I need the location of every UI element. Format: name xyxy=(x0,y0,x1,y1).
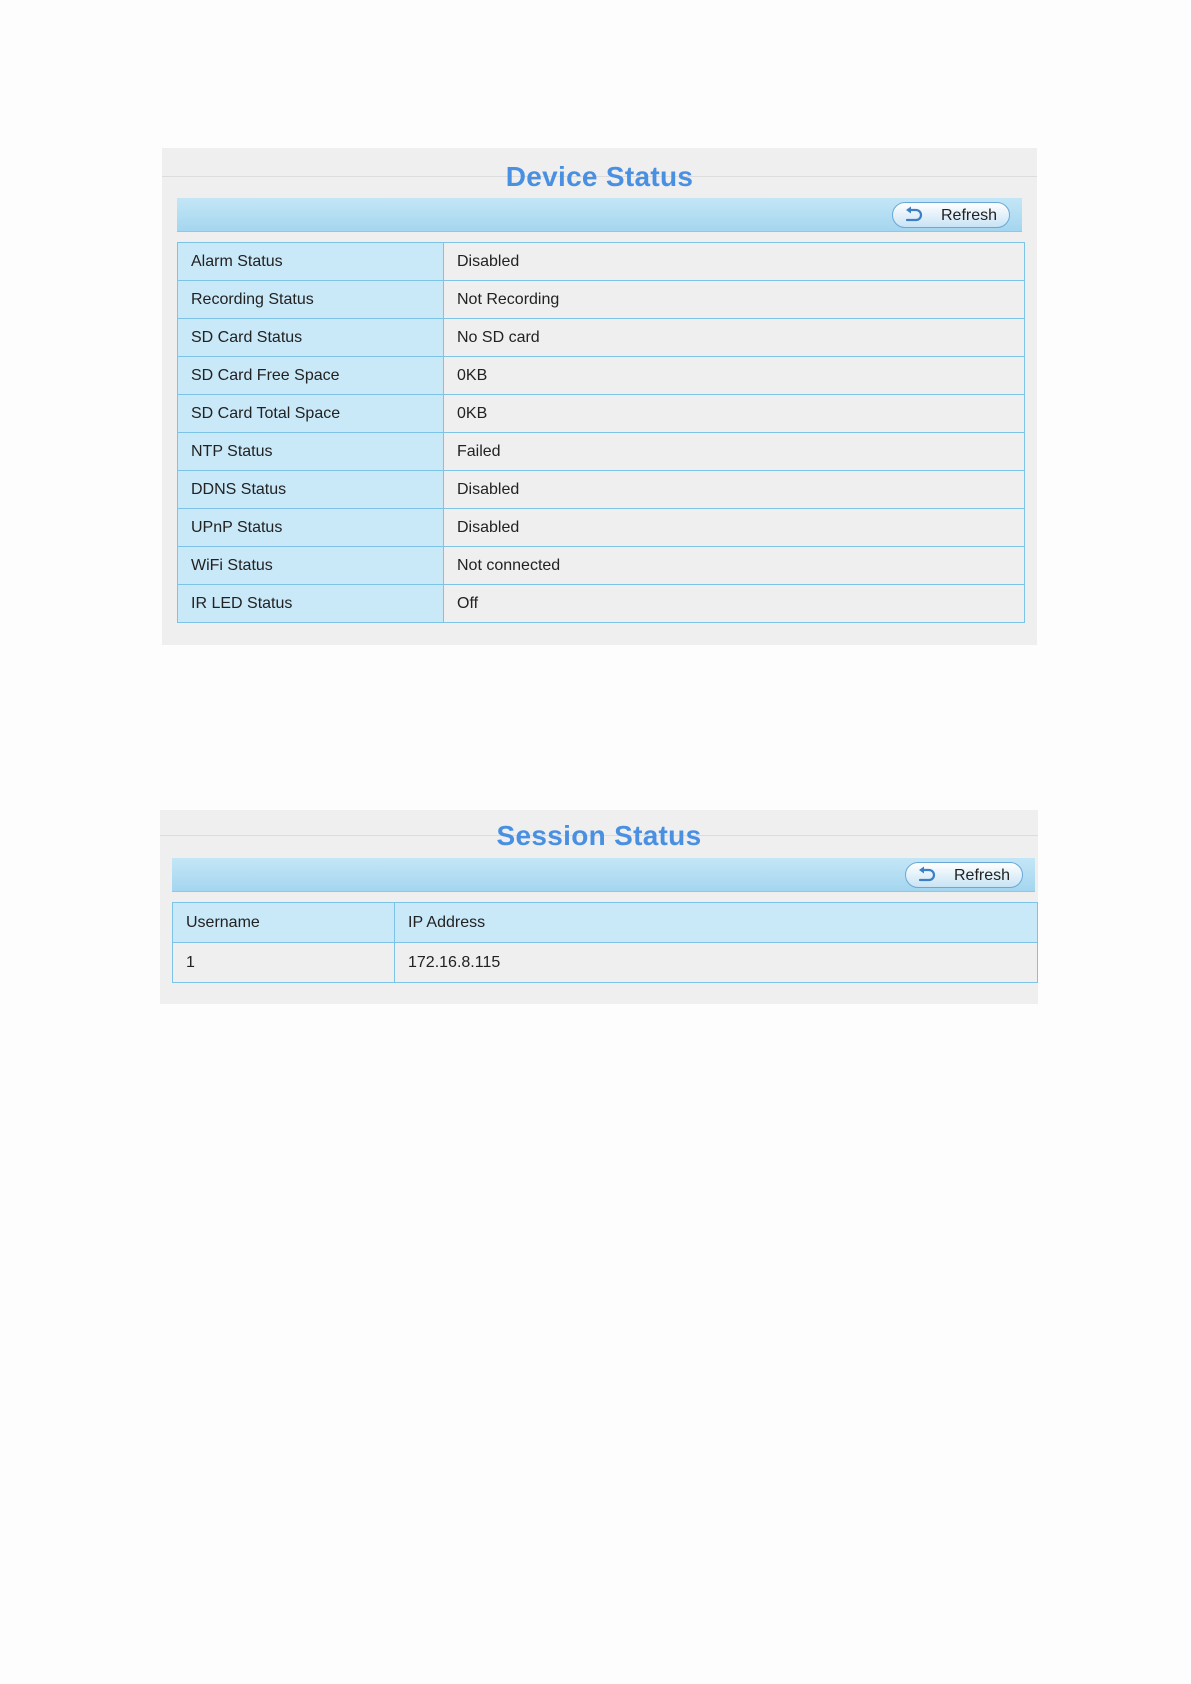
status-row xyxy=(178,395,1025,433)
session-ip-address: 172.16.8.115 xyxy=(395,943,1038,983)
status-row xyxy=(178,357,1025,395)
session-refresh-label: Refresh xyxy=(954,867,1011,884)
status-label: WiFi Status xyxy=(178,547,444,585)
device-status-title: Device Status xyxy=(505,161,694,192)
status-label: Recording Status xyxy=(178,281,444,319)
status-label: NTP Status xyxy=(178,433,444,471)
session-header-row xyxy=(173,903,1038,943)
status-row xyxy=(178,471,1025,509)
column-header-username: Username xyxy=(173,903,395,943)
device-status-panel xyxy=(162,148,1037,645)
status-value: Failed xyxy=(444,433,1025,471)
device-status-table xyxy=(177,242,1025,623)
session-row xyxy=(173,943,1038,983)
session-status-title: Session Status xyxy=(496,820,702,851)
status-row xyxy=(178,433,1025,471)
session-status-panel xyxy=(160,810,1038,1004)
undo-arrow-icon xyxy=(914,866,938,884)
status-value: Disabled xyxy=(444,471,1025,509)
status-value: No SD card xyxy=(444,319,1025,357)
status-label: SD Card Total Space xyxy=(178,395,444,433)
status-row xyxy=(178,319,1025,357)
session-username: 1 xyxy=(173,943,395,983)
session-status-table xyxy=(172,902,1038,983)
status-label: UPnP Status xyxy=(178,509,444,547)
status-value: Not Recording xyxy=(444,281,1025,319)
device-refresh-label: Refresh xyxy=(941,207,998,224)
status-label: SD Card Status xyxy=(178,319,444,357)
status-row xyxy=(178,547,1025,585)
status-label: Alarm Status xyxy=(178,243,444,281)
status-row xyxy=(178,243,1025,281)
status-label: SD Card Free Space xyxy=(178,357,444,395)
session-status-toolbar xyxy=(172,858,1035,892)
status-value: Disabled xyxy=(444,509,1025,547)
status-value: Disabled xyxy=(444,243,1025,281)
status-value: Not connected xyxy=(444,547,1025,585)
device-refresh-button[interactable] xyxy=(892,202,1010,228)
status-row xyxy=(178,281,1025,319)
status-value: 0KB xyxy=(444,357,1025,395)
session-refresh-button[interactable] xyxy=(905,862,1023,888)
status-label: IR LED Status xyxy=(178,585,444,623)
undo-arrow-icon xyxy=(901,206,925,224)
status-row xyxy=(178,585,1025,623)
device-status-toolbar xyxy=(177,198,1022,232)
column-header-ip-address: IP Address xyxy=(395,903,1038,943)
status-label: DDNS Status xyxy=(178,471,444,509)
status-value: Off xyxy=(444,585,1025,623)
status-row xyxy=(178,509,1025,547)
status-value: 0KB xyxy=(444,395,1025,433)
